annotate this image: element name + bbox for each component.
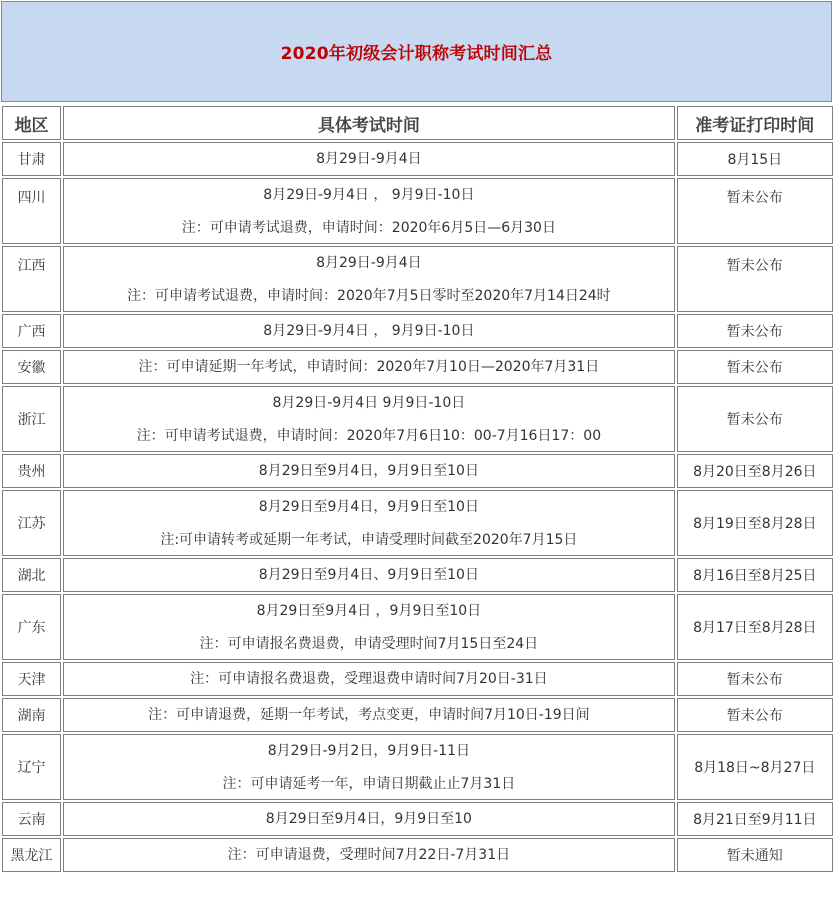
table-row	[2, 838, 833, 872]
table-row	[2, 802, 833, 836]
page-title: 2020年初级会计职称考试时间汇总	[280, 44, 553, 64]
print-time-cell: 暂未公布	[677, 350, 833, 384]
exam-time-line: 注：可申请退费，受理时间7月22日-7月31日	[227, 847, 511, 863]
print-time-cell: 暂未公布	[677, 314, 833, 348]
region-cell: 湖南	[2, 698, 61, 732]
exam-time-cell	[63, 490, 674, 556]
header-print-time: 准考证打印时间	[677, 106, 833, 140]
region-cell: 甘肃	[2, 142, 61, 176]
exam-time-line: 8月29日至9月4日，9月9日至10日	[258, 463, 479, 479]
exam-time-cell	[63, 594, 674, 660]
exam-time-line: 注：可申请延期一年考试，申请时间：2020年7月10日—2020年7月31日	[138, 359, 600, 375]
exam-time-cell	[63, 698, 674, 732]
line-gap	[64, 205, 673, 218]
exam-time-line: 注：可申请退费，延期一年考试，考点变更，申请时间7月10日-19日间	[148, 707, 590, 723]
region-cell: 江西	[2, 246, 61, 312]
print-time-cell: 8月15日	[677, 142, 833, 176]
table-row	[2, 178, 833, 244]
region-cell: 天津	[2, 662, 61, 696]
table-row	[2, 698, 833, 732]
print-time-cell: 8月18日~8月27日	[677, 734, 833, 800]
region-cell: 辽宁	[2, 734, 61, 800]
exam-time-cell	[63, 454, 674, 488]
line-gap	[64, 621, 673, 634]
exam-note-line: 注:可申请转考或延期一年考试，申请受理时间截至2020年7月15日	[160, 531, 578, 548]
header-region: 地区	[2, 106, 61, 140]
table-row	[2, 454, 833, 488]
print-time-cell: 8月20日至8月26日	[677, 454, 833, 488]
region-cell: 安徽	[2, 350, 61, 384]
exam-note-line: 注：可申请考试退费，申请时间：2020年7月5日零时至2020年7月14日24时	[127, 287, 611, 304]
exam-time-cell	[63, 734, 674, 800]
print-time-cell: 8月17日至8月28日	[677, 594, 833, 660]
line-gap	[64, 517, 673, 530]
region-cell: 湖北	[2, 558, 61, 592]
exam-time-cell	[63, 350, 674, 384]
table-row	[2, 142, 833, 176]
region-cell: 云南	[2, 802, 61, 836]
print-time-cell: 暂未公布	[677, 662, 833, 696]
exam-schedule-table	[0, 104, 835, 874]
exam-time-cell	[63, 662, 674, 696]
region-cell: 贵州	[2, 454, 61, 488]
exam-time-line: 8月29日至9月4日，9月9日至10	[265, 811, 472, 827]
exam-time-line: 8月29日-9月2日，9月9日-11日	[267, 742, 471, 759]
table-row	[2, 662, 833, 696]
exam-time-cell	[63, 386, 674, 452]
exam-note-line: 注：可申请延考一年，申请日期截止止7月31日	[222, 775, 516, 792]
exam-time-cell	[63, 802, 674, 836]
header-exam-time: 具体考试时间	[63, 106, 674, 140]
region-cell: 浙江	[2, 386, 61, 452]
line-gap	[64, 413, 673, 426]
header-row	[2, 106, 833, 140]
table-row	[2, 386, 833, 452]
exam-time-cell	[63, 142, 674, 176]
exam-time-line: 8月29日至9月4日、9月9日至10日	[258, 567, 479, 583]
print-time-cell: 8月19日至8月28日	[677, 490, 833, 556]
table-row	[2, 314, 833, 348]
region-cell: 四川	[2, 178, 61, 244]
table-row	[2, 734, 833, 800]
exam-time-cell	[63, 314, 674, 348]
region-cell: 黑龙江	[2, 838, 61, 872]
region-cell: 广西	[2, 314, 61, 348]
print-time-cell: 暂未公布	[677, 698, 833, 732]
exam-time-cell	[63, 558, 674, 592]
exam-time-line: 8月29日-9月4日	[316, 254, 422, 271]
table-row	[2, 350, 833, 384]
region-cell: 广东	[2, 594, 61, 660]
exam-time-cell	[63, 838, 674, 872]
title-banner	[1, 1, 832, 102]
exam-time-line: 8月29日-9月4日	[316, 151, 422, 167]
exam-time-cell	[63, 178, 674, 244]
exam-time-cell	[63, 246, 674, 312]
line-gap	[64, 761, 673, 774]
table-row	[2, 246, 833, 312]
exam-time-line: 8月29日-9月4日 9月9日-10日	[272, 394, 466, 411]
print-time-cell: 暂未通知	[677, 838, 833, 872]
table-row	[2, 490, 833, 556]
exam-time-line: 8月29日至9月4日，9月9日至10日	[258, 498, 479, 515]
exam-time-line: 8月29日-9月4日 ， 9月9日-10日	[263, 186, 475, 203]
print-time-cell: 暂未公布	[677, 246, 833, 312]
table-row	[2, 558, 833, 592]
exam-time-line: 8月29日-9月4日 ， 9月9日-10日	[263, 323, 475, 339]
print-time-cell: 8月16日至8月25日	[677, 558, 833, 592]
exam-note-line: 注：可申请考试退费，申请时间：2020年7月6日10：00-7月16日17：00	[136, 427, 602, 444]
print-time-cell: 暂未公布	[677, 178, 833, 244]
exam-note-line: 注：可申请报名费退费，申请受理时间7月15日至24日	[199, 635, 539, 652]
exam-note-line: 注：可申请考试退费，申请时间：2020年6月5日—6月30日	[181, 219, 556, 236]
table-row	[2, 594, 833, 660]
exam-time-line: 注：可申请报名费退费，受理退费申请时间7月20日-31日	[190, 671, 548, 687]
region-cell: 江苏	[2, 490, 61, 556]
exam-time-line: 8月29日至9月4日 ，9月9日至10日	[256, 602, 482, 619]
print-time-cell: 暂未公布	[677, 386, 833, 452]
print-time-cell: 8月21日至9月11日	[677, 802, 833, 836]
line-gap	[64, 273, 673, 286]
